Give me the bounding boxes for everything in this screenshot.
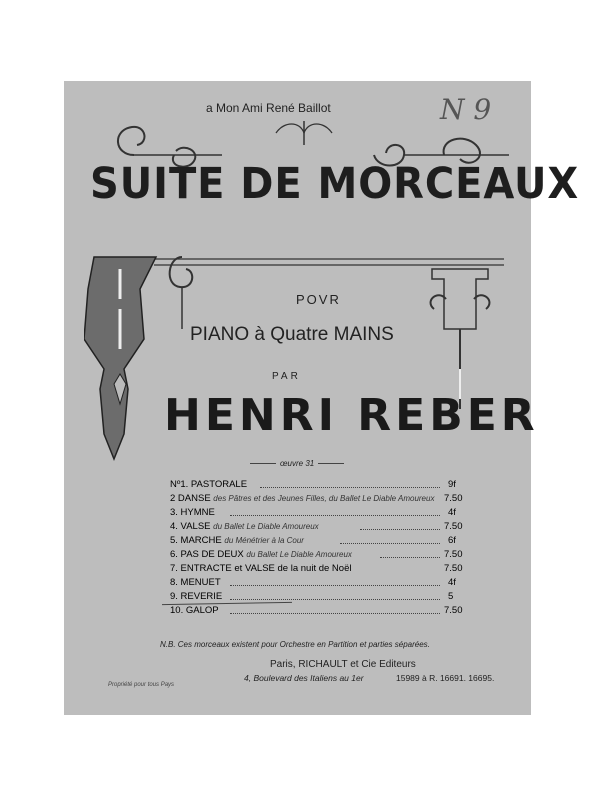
leader-dots [260,487,440,488]
piece-price: 9f [448,479,456,490]
piece-line [170,535,304,546]
list-item [170,521,601,534]
piece-label: 8. MENUET [170,577,221,588]
list-item [170,535,601,548]
address: 4, Boulevard des Italiens au 1er [244,673,364,683]
piece-label: 5. MARCHE [170,535,222,546]
list-item [170,605,601,618]
piece-price: 5 [448,591,454,602]
piece-price: 6f [448,535,456,546]
rights-note: Propriété pour tous Pays [108,682,175,688]
leader-dots [380,557,440,558]
piece-detail: du Ménétrier à la Cour [224,536,304,545]
composer: HENRI REBER [164,390,539,441]
pour-label: POVR [296,292,341,307]
opus: œuvre 31 [280,459,315,468]
piece-line [170,521,319,532]
piece-line [170,549,352,560]
piece-detail: du Ballet Le Diable Amoureux [246,550,352,559]
list-item [170,563,601,576]
list-item [170,549,601,562]
piece-label: 7. ENTRACTE et VALSE de la nuit de Noël [170,563,352,574]
piece-label: 9. REVERIE [170,591,223,602]
inventory-note: N 9 [440,93,492,126]
piece-price: 4f [448,577,456,588]
piece-detail: des Pâtres et des Jeunes Filles, du Ballet Le Diable Amoureux [213,494,435,503]
piece-label: 10. GALOP [170,605,219,616]
leader-dots [230,515,440,516]
list-item [170,493,601,506]
footnote: N.B. Ces morceaux existent pour Orchestre en Partition et parties séparées. [160,640,430,649]
leader-dots [230,599,440,600]
list-item [170,479,601,492]
piece-price: 7.50 [444,605,463,616]
title-page [64,81,580,715]
piece-price: 7.50 [444,549,463,560]
piece-price: 4f [448,507,456,518]
piece-price: 7.50 [444,563,463,574]
opus-rule-left [250,463,276,464]
piece-label: 2 DANSE [170,493,211,504]
dedication: a Mon Ami René Baillot [206,101,331,115]
opus-rule-right [318,463,344,464]
title: SUITE DE MORCEAUX [90,159,580,209]
leader-dots [340,543,440,544]
piece-label: 4. VALSE [170,521,211,532]
list-item [170,507,601,520]
piece-price: 7.50 [444,493,463,504]
leader-dots [360,529,440,530]
piece-label: Nº1. PASTORALE [170,479,248,490]
leader-dots [230,585,440,586]
plate-numbers: 15989 à R. 16691. 16695. [396,673,495,683]
list-item [170,577,601,590]
piece-label: 6. PAS DE DEUX [170,549,244,560]
piece-detail: du Ballet Le Diable Amoureux [213,522,319,531]
piece-price: 7.50 [444,521,463,532]
piece-line [170,493,434,504]
leader-dots [230,613,440,614]
publisher: Paris, RICHAULT et Cie Editeurs [270,659,416,670]
instrumentation: PIANO à Quatre MAINS [190,324,394,345]
par-label: PAR [272,371,301,382]
side-ornaments [84,249,524,509]
piece-label: 3. HYMNE [170,507,215,518]
